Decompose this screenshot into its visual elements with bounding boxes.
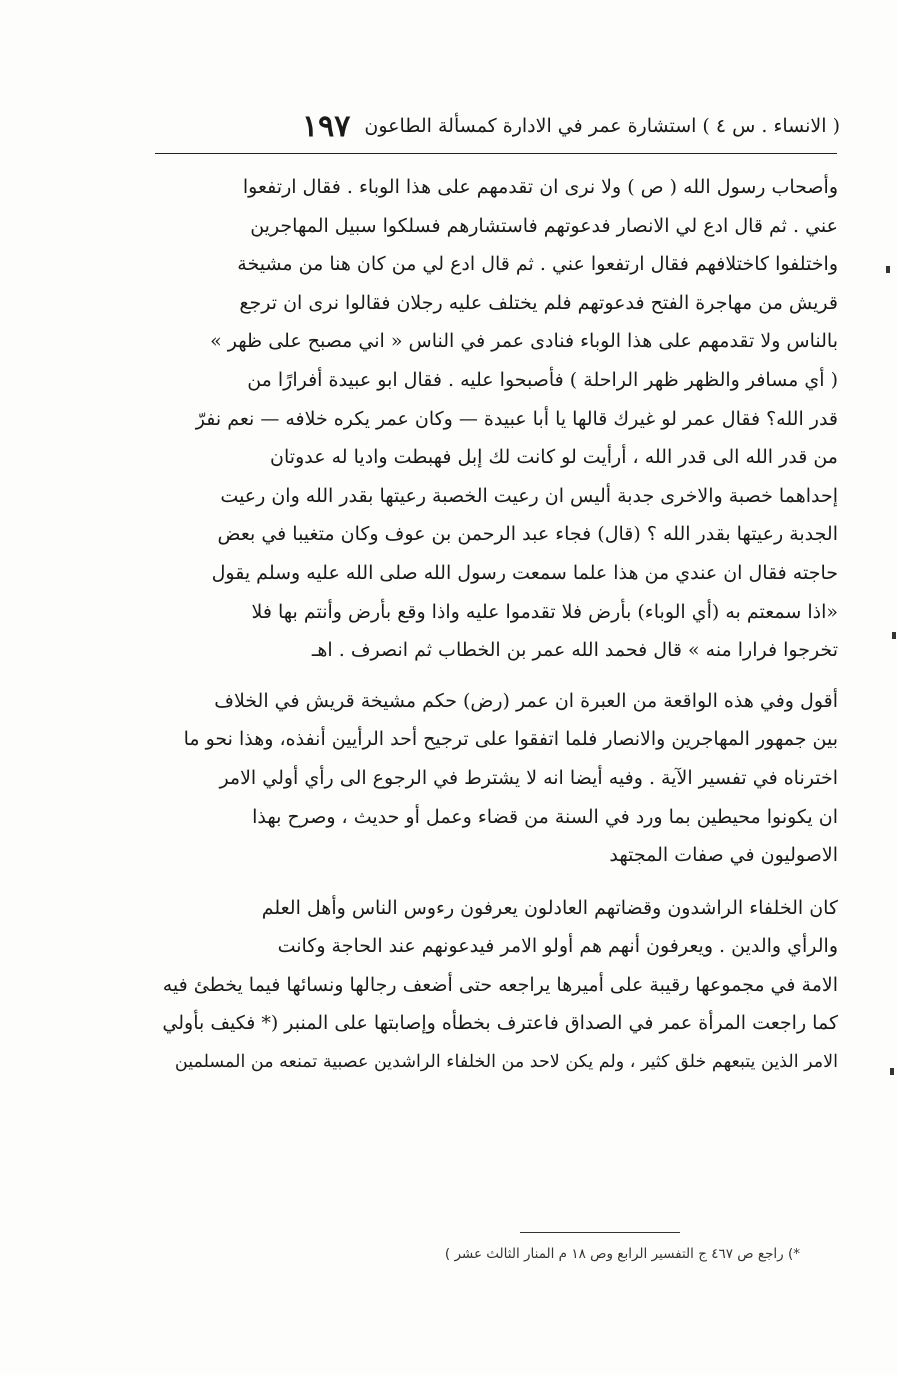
text-line: عني . ثم قال ادع لي الانصار فدعوتهم فاستشارهم فسلكوا سبيل المهاجرين — [250, 214, 838, 237]
text-line: تخرجوا فرارا منه » قال فحمد الله عمر بن الخطاب ثم انصرف . اهـ — [311, 639, 838, 662]
text-line: الامر الذين يتبعهم خلق كثير ، ولم يكن لاحد من الخلفاء الراشدين عصبية تمنعه من المسلمين — [174, 1052, 838, 1073]
page-header — [150, 108, 840, 144]
text-line: كما راجعت المرأة عمر في الصداق فاعترف بخطأه وإصابتها على المنبر (* فكيف بأولي — [162, 1012, 838, 1035]
text-line: إحداهما خصبة والاخرى جدبة أليس ان رعيت الخصبة رعيتها بقدر الله وان رعيت — [220, 484, 838, 507]
text-line: أقول وفي هذه الواقعة من العبرة ان عمر (رض) حكم مشيخة قريش في الخلاف — [214, 689, 838, 712]
footnote: *) راجع ص ٤٦٧ ج التفسير الرابع وص ١٨ م المنار الثالث عشر ) — [444, 1246, 800, 1262]
text-line: الاصوليون في صفات المجتهد — [609, 844, 838, 867]
text-line: ان يكونوا محيطين بما ورد في السنة من قضاء وعمل أو حديث ، وصرح بهذا — [252, 805, 838, 828]
text-line: قريش من مهاجرة الفتح فدعوتهم فلم يختلف عليه رجلان فقالوا نرى ان ترجع — [239, 291, 838, 314]
text-line: «اذا سمعتم به (أي الوباء) بأرض فلا تقدموا عليه واذا وقع بأرض وأنتم بها فلا — [251, 600, 838, 623]
text-line: الامة في مجموعها رقيبة على أميرها يراجعه حتى أضعف رجالها ونسائها فيما يخطئ فيه — [162, 973, 838, 996]
paragraph-2 — [158, 682, 838, 875]
text-line: بين جمهور المهاجرين والانصار فلما اتفقوا على ترجيح أحد الرأيين أنفذه، وهذا نحو ما — [183, 728, 838, 751]
text-line: قدر الله؟ فقال عمر لو غيرك قالها يا أبا عبيدة — وكان عمر يكره خلافه — نعم نفرّ — [195, 407, 838, 430]
text-line: ( أي مسافر والظهر ظهر الراحلة ) فأصبحوا عليه . فقال ابو عبيدة أفرارًا من — [247, 368, 838, 391]
text-line: حاجته فقال ان عندي من هذا علما سمعت رسول الله صلى الله عليه وسلم يقول — [211, 561, 838, 584]
text-line: من قدر الله الى قدر الله ، أرأيت لو كانت لك إبل فهبطت واديا له عدوتان — [270, 446, 838, 469]
running-head: ( الانساء . س ٤ ) استشارة عمر في الادارة كمسألة الطاعون — [364, 115, 840, 137]
header-rule — [155, 153, 837, 154]
page-number: ١٩٧ — [302, 108, 351, 144]
text-line: والرأي والدين . ويعرفون أنهم هم أولو الامر فيدعونهم عند الحاجة وكانت — [277, 935, 838, 958]
text-line: بالناس ولا تقدمهم على هذا الوباء فنادى عمر في الناس « اني مصبح على ظهر » — [210, 330, 838, 353]
text-line: واختلفوا كاختلافهم فقال ارتفعوا عني . ثم قال ادع لي من كان هنا من مشيخة — [237, 253, 838, 276]
text-line: وأصحاب رسول الله ( ص ) ولا نرى ان تقدمهم على هذا الوباء . فقال ارتفعوا — [242, 176, 838, 198]
text-line: اخترناه في تفسير الآية . وفيه أيضا انه لا يشترط في الرجوع الى رأي أولي الامر — [219, 766, 838, 789]
paragraph-3 — [158, 889, 838, 1082]
scan-speck — [890, 1068, 894, 1075]
paragraph-1 — [158, 168, 838, 670]
footnote-rule — [520, 1232, 680, 1233]
main-text — [158, 168, 838, 1082]
scan-speck — [892, 632, 896, 639]
text-line: كان الخلفاء الراشدون وقضاتهم العادلون يعرفون رءوس الناس وأهل العلم — [261, 896, 838, 919]
scan-speck — [886, 266, 890, 273]
text-line: الجدبة رعيتها بقدر الله ؟ (قال) فجاء عبد الرحمن بن عوف وكان متغيبا في بعض — [217, 523, 838, 546]
